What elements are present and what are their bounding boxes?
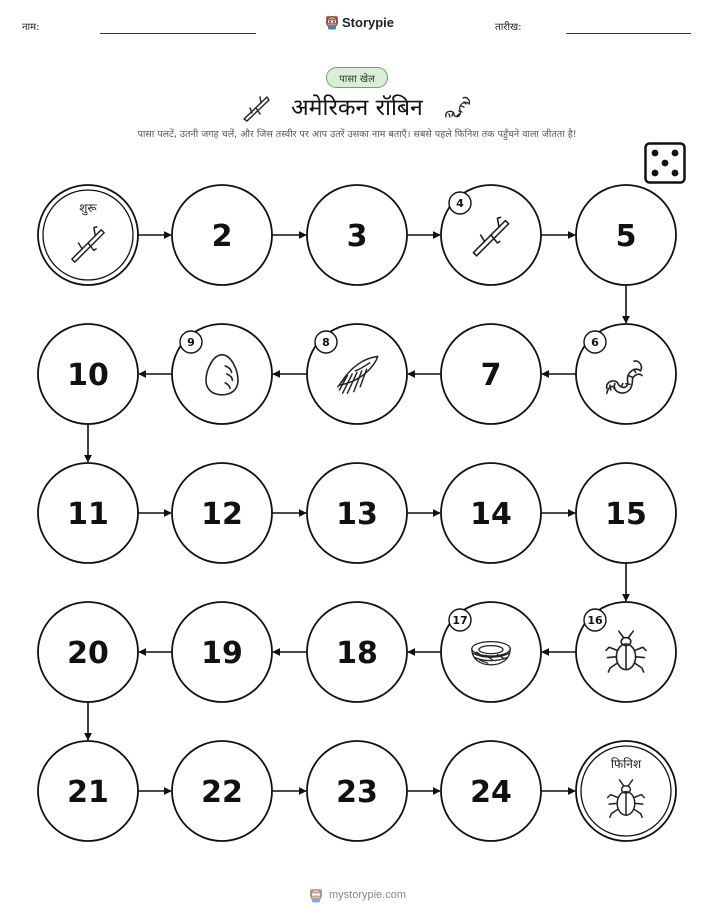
space-number: 7 [480,358,502,393]
board-space[interactable] [576,463,676,563]
board-space[interactable] [172,324,272,424]
space-number: 12 [201,497,243,532]
finish-label: फिनिश [610,757,642,771]
page-title: अमेरिकन रॉबिन [291,95,423,121]
start-label: शुरू [79,201,97,215]
footer-url[interactable]: mystorypie.com [328,889,407,901]
space-number: 21 [67,775,109,810]
space-number: 5 [615,219,637,254]
board-space[interactable] [441,185,541,285]
board-space[interactable] [38,602,138,702]
finish-space[interactable] [576,741,676,841]
space-number: 22 [201,775,243,810]
board-space[interactable] [576,602,676,702]
board-space[interactable] [172,741,272,841]
space-number: 15 [605,497,647,532]
board-space[interactable] [172,463,272,563]
space-number: 13 [336,497,378,532]
board-space[interactable] [307,741,407,841]
space-number: 24 [470,775,512,810]
space-number-badge: 16 [587,614,603,627]
board-space[interactable] [307,324,407,424]
space-number-badge: 9 [187,336,195,349]
space-number-badge: 8 [322,336,330,349]
board-space[interactable] [172,602,272,702]
brand-name: Storypie [342,14,395,30]
space-number-badge: 6 [591,336,599,349]
instructions-text: पासा पलटें, उतनी जगह चलें, और जिस तस्वीर पर आप उतरें उसका नाम बताएँ। सबसे पहले फिनिश तक पहुँचने वाला जीतता है! [137,129,577,140]
space-number-badge: 4 [456,197,464,210]
bear-mascot-icon [308,887,324,903]
start-space[interactable] [38,185,138,285]
space-number: 14 [470,497,512,532]
board-space[interactable] [307,463,407,563]
space-number-badge: 17 [452,614,468,627]
board-space[interactable] [576,324,676,424]
space-number: 2 [211,219,233,254]
board-space[interactable] [172,185,272,285]
space-number: 10 [67,358,109,393]
space-number: 11 [67,497,109,532]
space-number: 3 [346,219,368,254]
board-space[interactable] [38,463,138,563]
board-space[interactable] [441,741,541,841]
space-number: 20 [67,636,109,671]
board-space[interactable] [441,463,541,563]
date-label: तारीख: [495,22,522,33]
board-space[interactable] [38,324,138,424]
board-space[interactable] [38,741,138,841]
space-number: 18 [336,636,378,671]
space-number: 23 [336,775,378,810]
space-number: 19 [201,636,243,671]
name-label: नाम: [22,22,40,33]
footer [0,887,714,903]
game-type-badge: पासा खेल [326,67,388,88]
board-space[interactable] [307,185,407,285]
board-space[interactable] [307,602,407,702]
board-space[interactable] [576,185,676,285]
board-space[interactable] [441,324,541,424]
board-space[interactable] [441,602,541,702]
